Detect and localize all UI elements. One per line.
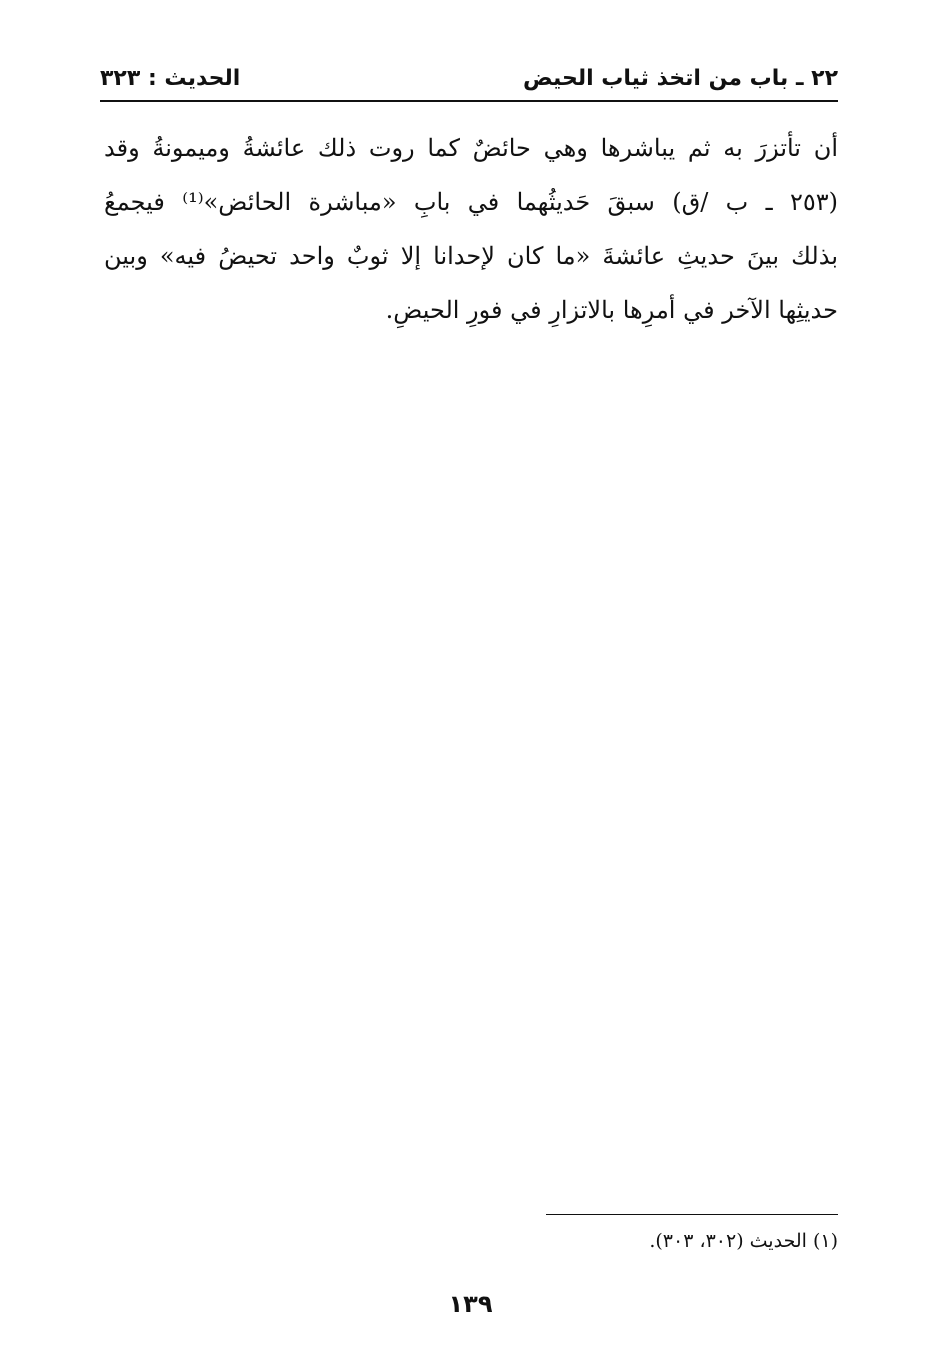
text-line: أن تأتزرَ به ثم يباشرها وهي حائضٌ كما روت ذلك عائشةُ وميمونةُ وقد — [104, 134, 838, 162]
hadith-number: الحديث : ٣٢٣ — [100, 66, 241, 91]
text-line: بذلك بينَ حديثِ عائشةَ «ما كان لإحدانا إلا ثوبٌ واحد تحيضُ فيه» وبين — [104, 242, 838, 270]
footnote: (١) الحديث (٣٠٢، ٣٠٣). — [649, 1230, 838, 1252]
chapter-title: ٢٢ ـ باب من اتخذ ثياب الحيض — [522, 66, 838, 91]
page-number: ١٣٩ — [448, 1290, 493, 1318]
text-line: (٢٥٣ ـ ب /ق) سبقَ حَديثُهما في بابِ «مباشرة الحائض»⁽¹⁾ فيجمعُ — [104, 188, 838, 216]
footnote-divider — [546, 1214, 838, 1215]
page-header — [100, 62, 838, 100]
header-divider — [100, 100, 838, 102]
text-line: حديثِها الآخر في أمرِها بالاتزارِ في فورِ الحيضِ. — [385, 296, 838, 324]
main-text — [104, 121, 838, 337]
